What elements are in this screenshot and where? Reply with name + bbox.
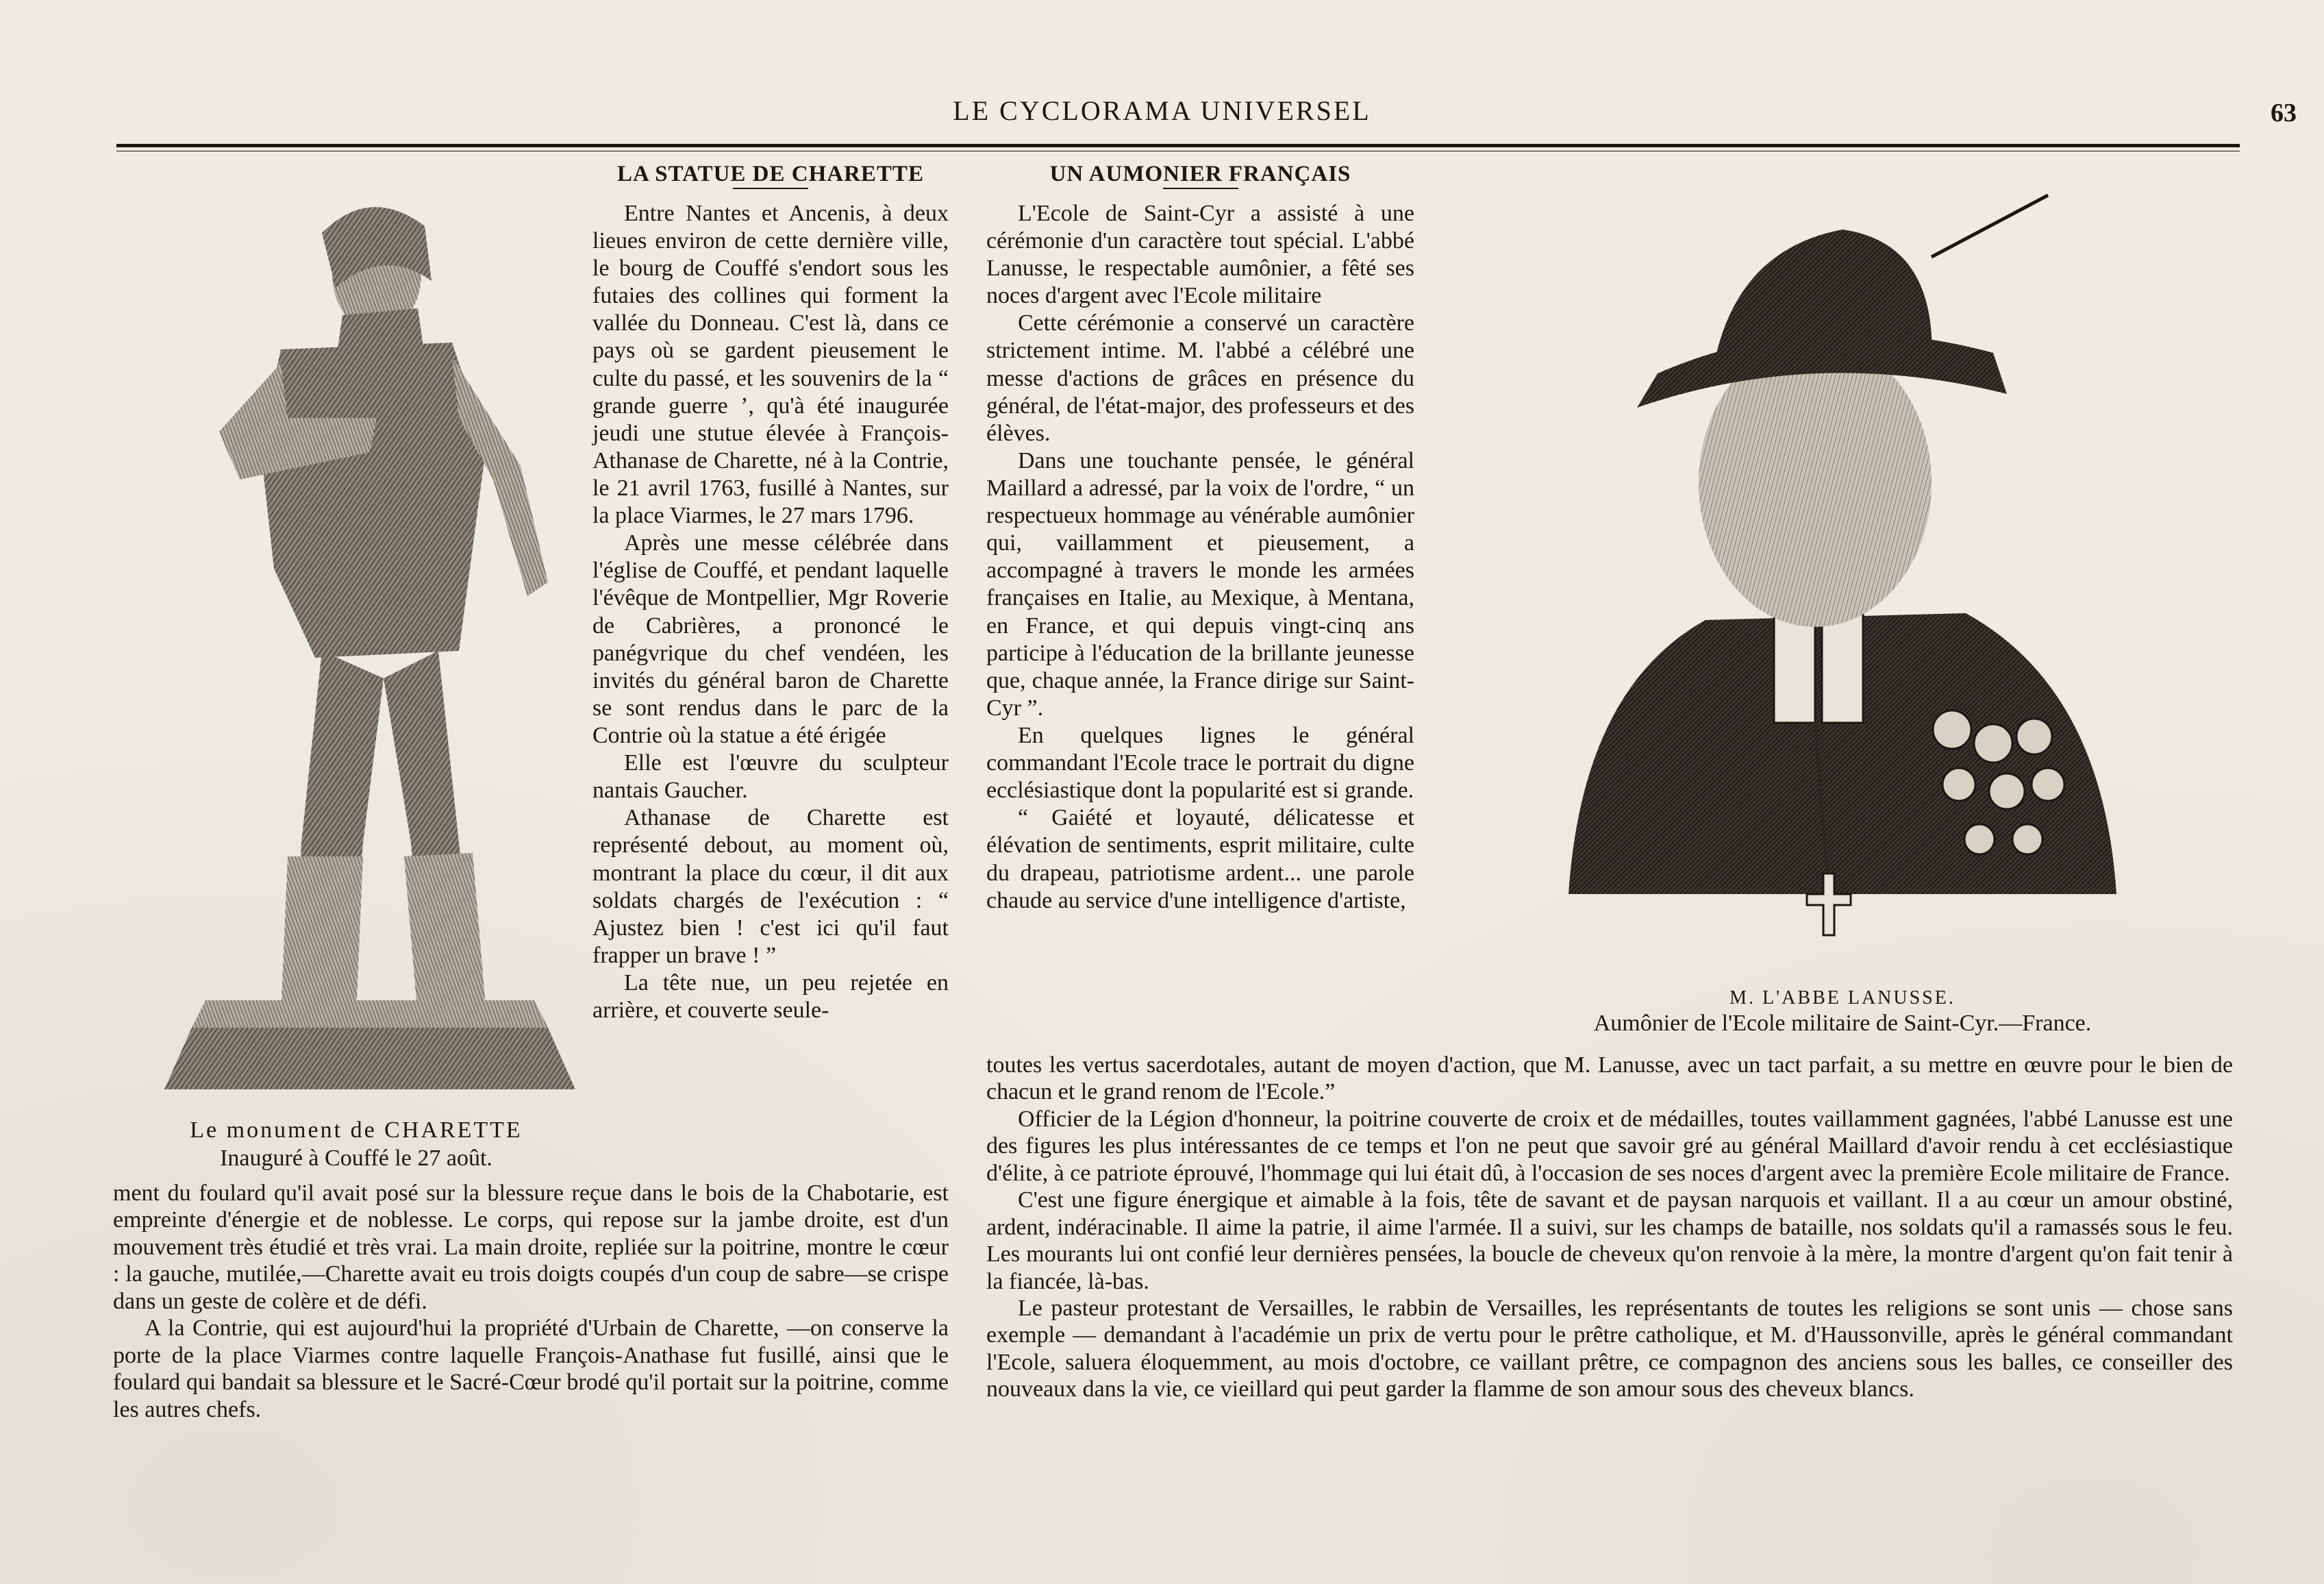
portrait-caption [1479,987,2206,1037]
statue-caption-title: Le monument de CHARETTE [190,1117,523,1143]
paragraph: Officier de la Légion d'honneur, la poitrine couverte de croix et de médailles, toutes vaillamment gagnées, l'abbé Lanusse est une des figures les plus intéressantes de ce temps et l'on ne peut que savoir gré au général Maillard d'avoir rendu à cet ecclésiastique d'élite, à ce patriote éprouvé, l'hommage qui lui était dû, à l'occasion de ses noces d'argent avec la première Ecole militaire de France. [986,1106,2233,1186]
paragraph: En quelques lignes le général commandant l'Ecole trace le portrait du digne ecclésiastique dont la popularité est si grande. [986,723,1414,804]
article-aumonier-heading: UN AUMONIER FRANÇAIS [1049,162,1351,186]
page-number: 63 [2271,99,2297,127]
portrait-caption-subtitle: Aumônier de l'Ecole militaire de Saint-Cyr.—France. [1593,1010,2092,1036]
statue-caption [110,1117,603,1173]
article-charette-continuation [113,1180,949,1423]
statue-caption-subtitle: Inauguré à Couffé le 27 août. [220,1145,492,1171]
paragraph: Dans une touchante pensée, le général Maillard a adressé, par la voix de l'ordre, “ un respectueux hommage au vénérable aumônier qui, vaillamment et pieusement, a accompagné à travers le monde les armées françaises en Italie, au Mexique, à Mentana, en France, et qui depuis vingt-cinq ans participe à l'éducation de la brillante jeunesse que, chaque année, la France dirige sur Saint-Cyr ”. [986,447,1414,721]
paragraph: A la Contrie, qui est aujourd'hui la propriété d'Urbain de Charette, —on conserve la porte de la place Viarmes contre laquelle François-Anathase fut fusillé, ainsi que le foulard qui bandait sa blessure et le Sacré-Cœur brodé qu'il portait sur la poitrine, comme les autres chefs. [113,1315,949,1422]
paragraph: C'est une figure énergique et aimable à la fois, tête de savant et de paysan narquois et vaillant. Il a au cœur un amour obstiné, ardent, indéracinable. Il aime la patrie, il aime l'armée. Il a suivi, sur les champs de bataille, nos soldats qu'il a ramassés sous le feu. Les mourants lui ont confié leur dernières pensées, la boucle de cheveux qu'on renvoie à la mère, la montre d'argent qu'on fait tenir à la fiancée, là-bas. [986,1187,2233,1294]
portrait-caption-title: M. L'ABBE LANUSSE. [1729,987,1956,1008]
paragraph: Le pasteur protestant de Versailles, le rabbin de Versailles, les représentants de toutes les religions se sont unis — chose sans exemple — demandant à l'académie un prix de vertu pour le prêtre catholique, et M. d'Haussonville, après le général commandant l'Ecole, saluera éloquemment, au mois d'octobre, ce vaillant prêtre, ce compagnon des anciens sous les balles, ce conseiller des nouveaux dans la vie, ce vieillard qui peut garder la flamme de son amour sous des cheveux blancs. [986,1295,2233,1402]
statue-engraving [164,158,589,1089]
article-charette-column [592,161,949,1024]
heading-divider [1163,188,1238,189]
paragraph: Athanase de Charette est représenté debout, au moment où, montrant la place du cœur, il dit aux soldats chargés de l'exécution : “ Ajustez bien ! c'est ici qu'il faut frapper un brave ! ” [592,805,949,968]
paragraph: La tête nue, un peu rejetée en arrière, et couverte seule- [592,970,949,1024]
paragraph: Cette cérémonie a conservé un caractère strictement intime. M. l'abbé a célébré une messe d'actions de grâces en présence du général, de l'état-major, des professeurs et des élèves. [986,310,1414,446]
paragraph: ment du foulard qu'il avait posé sur la blessure reçue dans le bois de la Chabotarie, est empreinte d'énergie et de noblesse. Le corps, qui repose sur la jambe droite, est d'un mouvement très étudié et très vrai. La main droite, repliée sur la poitrine, montre le cœur : la gauche, mutilée,—Charette avait eu trois doigts coupés d'un coup de sabre—se crispe dans un geste de colère et de défi. [113,1180,949,1314]
portrait-engraving [1432,168,2240,969]
header-rule [116,144,2240,147]
running-head: LE CYCLORAMA UNIVERSEL [953,95,1371,126]
article-charette-heading: LA STATUE DE CHARETTE [617,162,924,186]
article-aumonier-column [986,161,1414,915]
paragraph: “ Gaiété et loyauté, délicatesse et élévation de sentiments, esprit militaire, culte du drapeau, patriotisme ardent... une parole chaude au service d'une intelligence d'artiste, [986,805,1414,913]
paragraph: toutes les vertus sacerdotales, autant de moyen d'action, que M. Lanusse, avec un tact parfait, a su mettre en œuvre pour le bien de chacun et le grand renom de l'Ecole.” [986,1052,2233,1105]
article-aumonier-continuation [986,1052,2233,1403]
paragraph: Entre Nantes et Ancenis, à deux lieues environ de cette dernière ville, le bourg de Couffé s'endort sous les futaies des collines qui forment la vallée du Donneau. C'est là, dans ce pays où se gardent pieusement le culte du passé, et les souvenirs de la “ grande guerre ’, qu'à été inaugurée jeudi une stutue élevée à François-Athanase de Charette, né à la Contrie, le 21 avril 1763, fusillé à Nantes, sur la place Viarmes, le 27 mars 1796. [592,200,949,529]
paragraph: Après une messe célébrée dans l'église de Couffé, et pendant laquelle l'évêque de Montpellier, Mgr Roverie de Cabrières, a prononcé le panégvrique du chef vendéen, les invités du général baron de Charette se sont rendus dans le parc de la Contrie où la statue a été érigée [592,530,949,749]
paragraph: Elle est l'œuvre du sculpteur nantais Gaucher. [592,750,949,804]
paragraph: L'Ecole de Saint-Cyr a assisté à une cérémonie d'un caractère tout spécial. L'abbé Lanusse, le respectable aumônier, a fêté ses noces d'argent avec l'Ecole militaire [986,200,1414,309]
heading-divider [733,188,808,189]
